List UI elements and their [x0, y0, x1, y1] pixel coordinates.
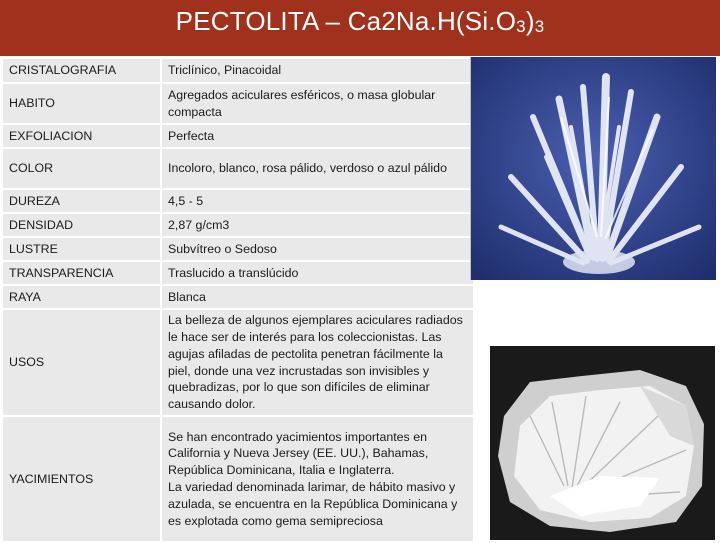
- property-value: La belleza de algunos ejemplares aciculares radiados le hace ser de interés para los coleccionistas. Las agujas afiladas de pectolita penetran fácilmente la piel, donde una vez incrustadas son invisibles y quebradizas, por lo que son difíciles de eliminar causando dolor.: [161, 309, 474, 416]
- table-row: [2, 83, 474, 124]
- table-row: [2, 148, 474, 189]
- table-row: [2, 213, 474, 237]
- property-value: Triclínico, Pinacoidal: [161, 58, 474, 83]
- property-label: EXFOLIACION: [2, 124, 161, 148]
- property-label: HABITO: [2, 83, 161, 124]
- property-value-line: Se han encontrado yacimientos importantes en California y Nueva Jersey (EE. UU.), Bahamas, República Dominicana, Italia e Inglaterra.: [168, 429, 429, 478]
- pectolite-mass-photo: [490, 346, 715, 540]
- property-value: Incoloro, blanco, rosa pálido, verdoso o azul pálido: [161, 148, 474, 189]
- table-row: [2, 309, 474, 416]
- property-value: [161, 416, 474, 542]
- table-row: [2, 124, 474, 148]
- table-row: [2, 189, 474, 213]
- table-row: [2, 58, 474, 83]
- table-row: [2, 261, 474, 285]
- property-value: 2,87 g/cm3: [161, 213, 474, 237]
- property-label: DENSIDAD: [2, 213, 161, 237]
- pectolite-mass-image: [490, 346, 715, 540]
- title-bar: [0, 0, 720, 56]
- table-row: [2, 416, 474, 542]
- property-value: Perfecta: [161, 124, 474, 148]
- table-row: [2, 285, 474, 309]
- property-label: COLOR: [2, 148, 161, 189]
- property-value: Blanca: [161, 285, 474, 309]
- property-label: LUSTRE: [2, 237, 161, 261]
- page-title: PECTOLITA – $Ca2Na.H(Si.O_3)_3$: [175, 6, 545, 36]
- property-value: Traslucido a translúcido: [161, 261, 474, 285]
- property-label: DUREZA: [2, 189, 161, 213]
- property-label: TRANSPARENCIA: [2, 261, 161, 285]
- property-value: Agregados aciculares esféricos, o masa globular compacta: [161, 83, 474, 124]
- property-label: YACIMIENTOS: [2, 416, 161, 542]
- property-value: Subvítreo o Sedoso: [161, 237, 474, 261]
- property-value-line: La variedad denominada larimar, de hábito masivo y azulada, se encuentra en la República Dominicana y es explotada como gema semipreciosa: [168, 480, 458, 528]
- properties-table: [1, 57, 475, 543]
- property-value: 4,5 - 5: [161, 189, 474, 213]
- property-label: RAYA: [2, 285, 161, 309]
- pectolite-crystals-image: [471, 57, 716, 280]
- property-label: USOS: [2, 309, 161, 416]
- property-label: CRISTALOGRAFIA: [2, 58, 161, 83]
- table-row: [2, 237, 474, 261]
- pectolite-crystals-photo: [470, 57, 716, 280]
